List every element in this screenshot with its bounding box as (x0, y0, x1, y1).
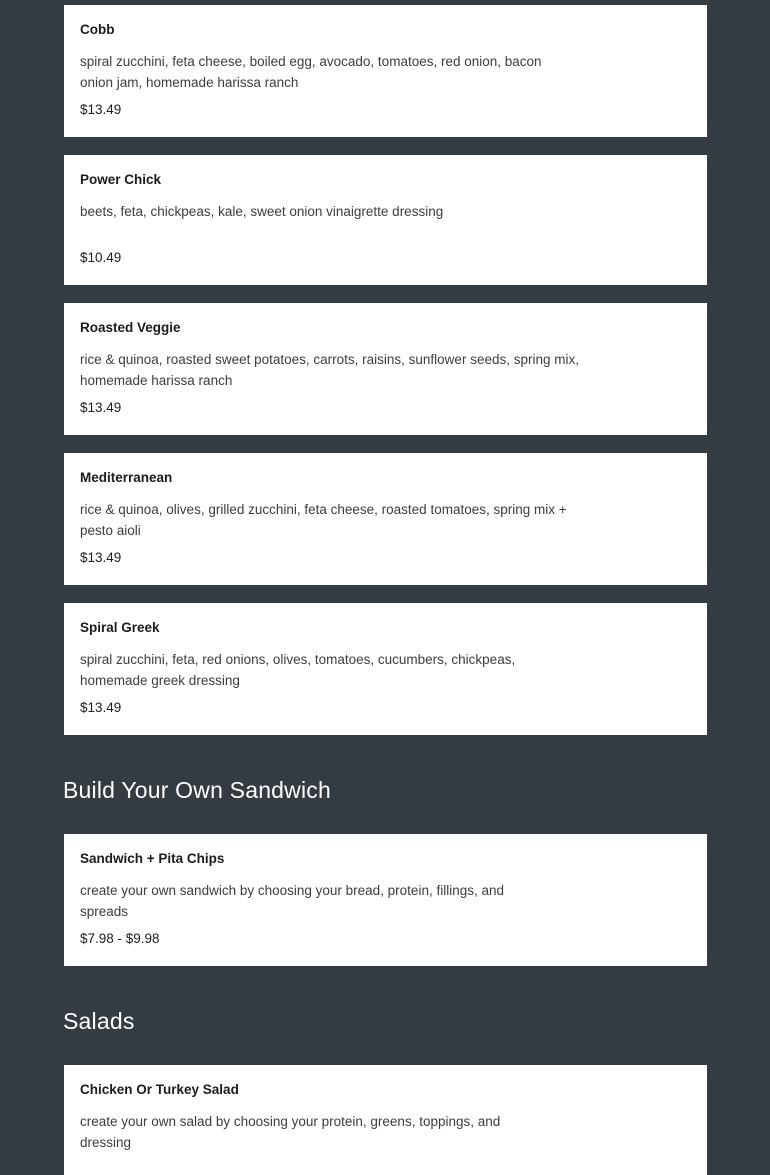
menu-item-price: $13.49 (80, 102, 122, 117)
menu-item-price: $10.49 (80, 250, 122, 265)
section-heading-salads: Salads (63, 1008, 135, 1034)
menu-item-name: Chicken Or Turkey Salad (80, 1082, 239, 1097)
menu-item-card[interactable] (64, 453, 707, 585)
section-heading-sandwich: Build Your Own Sandwich (63, 777, 331, 803)
menu-item-name: Spiral Greek (80, 620, 160, 635)
menu-item-name: Power Chick (80, 172, 162, 187)
menu-item-description: rice & quinoa, olives, grilled zucchini, feta cheese, roasted tomatoes, spring mix + pesto aioli (80, 502, 567, 538)
menu-item-name: Mediterranean (80, 470, 173, 485)
menu-item-card[interactable] (64, 303, 707, 435)
menu-item-description: spiral zucchini, feta cheese, boiled egg, avocado, tomatoes, red onion, bacon onion jam, homemade harissa ranch (80, 54, 542, 90)
menu-item-description: create your own salad by choosing your protein, greens, toppings, and dressing (80, 1114, 501, 1150)
menu-item-card[interactable] (64, 603, 707, 735)
menu-item-price: $13.49 (80, 400, 122, 415)
menu-item-description: spiral zucchini, feta, red onions, olives, tomatoes, cucumbers, chickpeas, homemade greek dressing (80, 652, 516, 688)
menu-item-card[interactable] (64, 1065, 707, 1175)
menu-item-name: Roasted Veggie (80, 320, 181, 335)
menu-item-name: Sandwich + Pita Chips (80, 851, 225, 866)
menu-item-card[interactable] (64, 155, 707, 285)
menu-item-name: Cobb (80, 22, 115, 37)
menu-item-card[interactable] (64, 834, 707, 966)
menu-item-card[interactable] (64, 5, 707, 137)
menu-item-description: create your own sandwich by choosing your bread, protein, fillings, and spreads (80, 883, 504, 919)
menu-item-description: rice & quinoa, roasted sweet potatoes, carrots, raisins, sunflower seeds, spring mix, homemade harissa ranch (80, 352, 579, 388)
menu-item-price: $7.98 - $9.98 (80, 931, 160, 946)
menu-item-description: beets, feta, chickpeas, kale, sweet onion vinaigrette dressing (80, 204, 444, 219)
menu-item-price: $13.49 (80, 700, 122, 715)
menu-item-price: $13.49 (80, 550, 122, 565)
